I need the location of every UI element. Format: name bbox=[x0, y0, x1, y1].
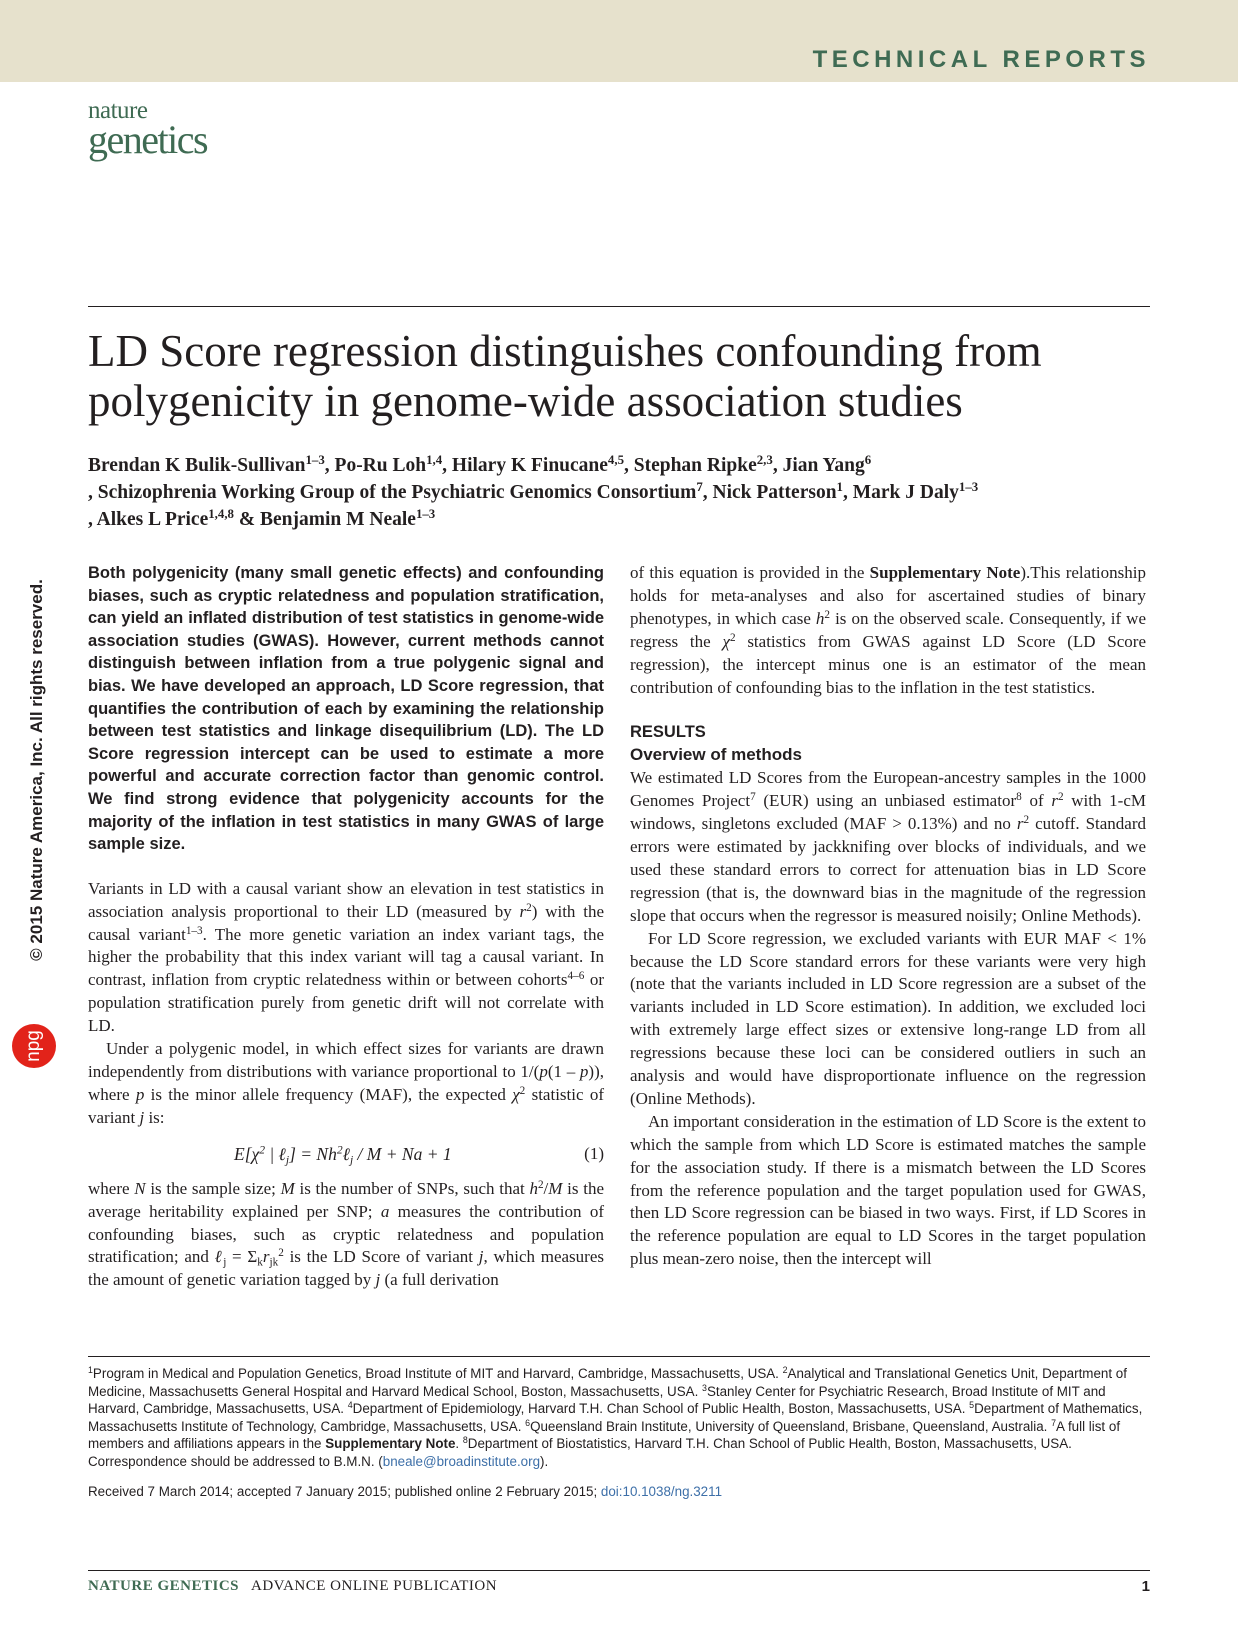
npg-logo bbox=[12, 1024, 56, 1068]
eq-part: 2 bbox=[259, 1144, 265, 1157]
text-run: )), where bbox=[88, 1061, 604, 1104]
math-var: r bbox=[1016, 814, 1024, 834]
text-run: / bbox=[543, 1178, 549, 1198]
affiliation-ref: 1–3 bbox=[415, 506, 436, 521]
body-paragraph bbox=[630, 562, 1146, 699]
math-var: j bbox=[139, 1107, 145, 1127]
eq-part: E[χ bbox=[234, 1143, 260, 1164]
body-paragraph bbox=[630, 767, 1146, 927]
text-run: is the minor allele frequency (MAF), the expected bbox=[144, 1084, 513, 1104]
affiliation-number: 8 bbox=[462, 1435, 468, 1446]
affiliation-text: . bbox=[455, 1436, 463, 1452]
text-run: cutoff. Standard errors were estimated by jackknifing over blocks of individuals, and we used these standard errors to correct for attenuation bias in LD Score regression (that is, the downward bias in the magnitude of the regression slope that occurs when the regressor is measured noisily; Online Methods). bbox=[630, 814, 1146, 925]
text-run: measures the contribution of confounding biases, such as cryptic relatedness and population stratification; and bbox=[88, 1201, 604, 1267]
eq-part: j bbox=[285, 1154, 290, 1167]
right-column bbox=[630, 562, 1146, 1271]
superscript: 2 bbox=[824, 608, 831, 621]
text-run: (a full derivation bbox=[380, 1270, 499, 1290]
affiliation-number: 6 bbox=[525, 1417, 531, 1428]
publication-history bbox=[88, 1483, 1150, 1501]
text-run: is the number of SNPs, such that bbox=[294, 1178, 530, 1198]
affiliation-text: Program in Medical and Population Genetics, Broad Institute of MIT and Harvard, Cambridge, Massachusetts, USA. bbox=[92, 1366, 783, 1381]
math-var: N bbox=[134, 1178, 146, 1198]
title-line-1: LD Score regression distinguishes confounding from bbox=[88, 326, 1042, 376]
affiliation-number: 3 bbox=[702, 1382, 707, 1393]
footer-divider bbox=[88, 1570, 1150, 1571]
text-run: of bbox=[1021, 791, 1052, 811]
text-run: is the average heritability explained per SNP; bbox=[88, 1178, 604, 1221]
math-var: χ bbox=[512, 1084, 520, 1104]
affiliation-ref: 1–3 bbox=[958, 479, 979, 494]
math-var: χ bbox=[722, 631, 730, 651]
affiliation-text: Analytical and Translational Genetics Unit, Department of Medicine, Massachusetts General Hospital and Harvard Medical School, Boston, Massachusetts, USA. bbox=[88, 1366, 1127, 1399]
text-run: statistic of variant bbox=[88, 1084, 604, 1127]
superscript: 2 bbox=[729, 631, 736, 644]
email-link[interactable]: bneale@broadinstitute.org bbox=[382, 1453, 541, 1469]
received-dates: Received 7 March 2014; accepted 7 January 2015; published online 2 February 2015; bbox=[88, 1483, 601, 1499]
copyright-sidebar: © 2015 Nature America, Inc. All rights reserved. bbox=[27, 579, 46, 961]
text-run: is the LD Score of variant bbox=[283, 1247, 479, 1267]
affiliation-text: ). bbox=[540, 1453, 549, 1469]
math-var: r bbox=[1051, 791, 1058, 811]
affiliation-text: Department of Mathematics, Massachusetts Institute of Technology, Cambridge, Massachusetts, USA. bbox=[88, 1401, 1143, 1434]
text-run: is on the observed scale. Consequently, if we regress the bbox=[630, 608, 1147, 651]
subscript: k bbox=[257, 1256, 263, 1269]
affiliation-text: Queensland Brain Institute, University of Queensland, Brisbane, Queensland, Australia. bbox=[530, 1418, 1052, 1434]
eq-part: ] = Nh bbox=[289, 1143, 337, 1164]
affiliation-number: 2 bbox=[782, 1365, 788, 1376]
math-var: p bbox=[579, 1061, 589, 1081]
text-run: (EUR) using an unbiased estimator bbox=[755, 791, 1017, 811]
affiliation-ref: 1 bbox=[836, 479, 843, 494]
affiliation-ref: 7 bbox=[696, 479, 703, 494]
eq-part: | ℓ bbox=[264, 1143, 286, 1164]
superscript: 2 bbox=[278, 1247, 284, 1260]
text-run: of this equation is provided in the bbox=[630, 563, 870, 582]
text-run: ) with the causal variant bbox=[88, 901, 604, 944]
body-paragraph bbox=[88, 1038, 604, 1130]
text-run: We estimated LD Scores from the European-ancestry samples in the 1000 Genomes Project bbox=[630, 768, 1146, 811]
text-run: ).This relationship holds for meta-analyses and also for ascertained studies of binary phenotypes, in which case bbox=[630, 563, 1146, 628]
affiliation-number: 1 bbox=[88, 1365, 93, 1376]
author-list bbox=[88, 452, 1150, 533]
footer-publication-status: ADVANCE ONLINE PUBLICATION bbox=[251, 1578, 498, 1594]
math-var: h bbox=[529, 1178, 538, 1198]
equation-1 bbox=[88, 1130, 604, 1178]
footer-journal-name: NATURE GENETICS bbox=[88, 1578, 240, 1594]
math-var: r bbox=[519, 901, 527, 921]
body-paragraph: An important consideration in the estimation of LD Score is the extent to which the sample from which LD Score is estimated matches the sample for the association study. If there is a mismatch between the LD Scores from the reference population and the target population used for GWAS, then LD Score regression can be biased in two ways. First, if LD Scores in the reference population are equal to LD Scores in the target population plus mean-zero noise, then the intercept will bbox=[630, 1111, 1146, 1269]
title-divider bbox=[88, 306, 1150, 307]
text-run: (1 – bbox=[547, 1061, 580, 1081]
npg-logo-text: npg bbox=[23, 1030, 44, 1062]
affiliation-ref: 2,3 bbox=[756, 452, 773, 467]
citation-ref: 1–3 bbox=[185, 924, 203, 937]
eq-part: ℓ bbox=[342, 1143, 350, 1164]
author-name: & Benjamin M Neale bbox=[233, 509, 416, 530]
text-run: . The more genetic variation an index variant tags, the higher the probability that this index variant will tag a causal variant. In contrast, inflation from cryptic relatedness within or between cohorts bbox=[88, 924, 604, 990]
author-name: , Hilary K Finucane bbox=[442, 455, 608, 476]
affiliation-ref: 6 bbox=[864, 452, 872, 467]
affiliation-number: 7 bbox=[1051, 1417, 1057, 1428]
author-name: , Schizophrenia Working Group of the Psychiatric Genomics Consortium bbox=[88, 482, 697, 503]
abstract: Both polygenicity (many small genetic effects) and confounding biases, such as cryptic relatedness and population stratification, can yield an inflated distribution of test statistics in genome-wide association studies (GWAS). However, current methods cannot distinguish between inflation from a true polygenic signal and bias. We have developed an approach, LD Score regression, that quantifies the contribution of each by examining the relationship between test statistics and linkage disequilibrium (LD). The LD Score regression intercept can be used to estimate a more powerful and accurate correction factor than genomic control. We find strong evidence that polygenicity accounts for the majority of the inflation in test statistics in many GWAS of large sample size. bbox=[88, 564, 604, 854]
author-name: Brendan K Bulik-Sullivan bbox=[88, 455, 306, 476]
author-name: , Alkes L Price bbox=[88, 509, 209, 530]
equation-number: (1) bbox=[584, 1143, 604, 1163]
doi-link[interactable]: doi:10.1038/ng.3211 bbox=[600, 1483, 723, 1499]
author-name: , Nick Patterson bbox=[702, 482, 837, 503]
affiliation-ref: 1,4 bbox=[426, 452, 443, 467]
text-run: Under a polygenic model, in which effect sizes for variants are drawn independently from distributions with variance proportional to 1/( bbox=[88, 1039, 604, 1081]
math-var: p bbox=[135, 1084, 145, 1104]
affiliations bbox=[88, 1365, 1150, 1471]
author-name: , Jian Yang bbox=[772, 455, 865, 476]
subsection-heading: Overview of methods bbox=[630, 745, 802, 765]
header-banner bbox=[0, 0, 1238, 82]
section-heading-results: RESULTS bbox=[630, 723, 706, 742]
logo-nature: nature bbox=[88, 97, 148, 124]
math-var: p bbox=[539, 1061, 548, 1081]
citation-ref: 4–6 bbox=[567, 970, 585, 983]
superscript: 2 bbox=[1023, 813, 1030, 826]
citation-ref: 7 bbox=[750, 791, 756, 803]
text-run: where bbox=[88, 1178, 135, 1198]
superscript: 2 bbox=[537, 1178, 544, 1191]
affiliation-number: 5 bbox=[969, 1400, 975, 1411]
superscript: 2 bbox=[526, 901, 532, 914]
affiliation-text: Stanley Center for Psychiatric Research, Broad Institute of MIT and Harvard, Cambridge, Massachusetts, USA. bbox=[88, 1383, 1106, 1417]
subscript: j bbox=[223, 1256, 227, 1269]
page-footer bbox=[88, 1578, 497, 1595]
math-var: r bbox=[262, 1247, 270, 1267]
text-run: = Σ bbox=[226, 1247, 258, 1267]
math-var: ℓ bbox=[214, 1247, 224, 1267]
journal-logo bbox=[88, 97, 208, 162]
math-var: a bbox=[380, 1201, 390, 1221]
body-paragraph: For LD Score regression, we excluded variants with EUR MAF < 1% because the LD Score standard errors for these variants were very high (note that the variants included in LD Score regression are a subset of the variants included in LD Score estimation). In addition, we excluded loci with extremely large effect sizes or extensive long-range LD from all regressions because these loci can be considered outliers in such an analysis and would have disproportionate influence on the regression (Online Methods). bbox=[630, 928, 1146, 1108]
article-title bbox=[88, 326, 1150, 426]
text-run: with 1-cM windows, singletons excluded (MAF > 0.13%) and no bbox=[630, 791, 1147, 834]
supplementary-note-ref: Supplementary Note bbox=[869, 563, 1021, 582]
affiliation-ref: 1–3 bbox=[305, 452, 325, 467]
page-number: 1 bbox=[1141, 1578, 1150, 1595]
author-name: , Mark J Daly bbox=[842, 482, 959, 503]
math-var: j bbox=[375, 1270, 381, 1290]
eq-part: 2 bbox=[336, 1144, 343, 1157]
affiliation-ref: 4,5 bbox=[607, 452, 624, 467]
author-name: , Stephan Ripke bbox=[624, 455, 757, 476]
eq-part: / M + Na + 1 bbox=[353, 1143, 452, 1164]
affiliation-ref: 1,4,8 bbox=[208, 506, 234, 521]
text-run: , which measures the amount of genetic variation tagged by bbox=[88, 1247, 604, 1290]
body-paragraph bbox=[88, 1178, 604, 1293]
math-var: h bbox=[815, 608, 825, 628]
citation-ref: 8 bbox=[1016, 791, 1022, 803]
affiliation-text: A full list of members and affiliations appears in the bbox=[88, 1418, 1121, 1452]
equation-body bbox=[234, 1130, 452, 1178]
text-run: is the sample size; bbox=[145, 1178, 281, 1198]
affiliations-footnote bbox=[88, 1365, 1150, 1500]
affiliation-text: Department of Biostatistics, Harvard T.H. Chan School of Public Health, Boston, Massachusetts, USA. Correspondence should be addressed to B.M.N. ( bbox=[88, 1436, 1072, 1469]
eq-part: j bbox=[349, 1154, 354, 1167]
supplementary-note-ref: Supplementary Note bbox=[325, 1436, 456, 1452]
text-run: is: bbox=[144, 1107, 165, 1127]
superscript: 2 bbox=[519, 1084, 526, 1097]
footnote-divider bbox=[88, 1356, 1150, 1357]
math-var: M bbox=[548, 1178, 563, 1198]
section-label: TECHNICAL REPORTS bbox=[812, 46, 1150, 73]
affiliation-number: 4 bbox=[347, 1400, 353, 1411]
math-var: M bbox=[280, 1178, 295, 1198]
logo-genetics: genetics bbox=[88, 117, 208, 162]
superscript: 2 bbox=[1057, 791, 1064, 803]
subscript: jk bbox=[269, 1256, 279, 1269]
text-run: or population stratification purely from genetic drift will not correlate with LD. bbox=[88, 970, 604, 1036]
affiliation-text: Department of Epidemiology, Harvard T.H. Chan School of Public Health, Boston, Massachusetts, USA. bbox=[352, 1401, 970, 1417]
title-line-2: polygenicity in genome-wide association studies bbox=[88, 376, 963, 426]
body-paragraph bbox=[88, 878, 604, 1038]
text-run: statistics from GWAS against LD Score (LD Score regression), the intercept minus one is an estimator of the mean contribution of confounding bias to the inflation in the test statistics. bbox=[630, 631, 1146, 697]
left-column bbox=[88, 562, 604, 1292]
text-run: Variants in LD with a causal variant show an elevation in test statistics in association analysis proportional to their LD (measured by bbox=[88, 878, 604, 921]
author-name: , Po-Ru Loh bbox=[324, 455, 427, 476]
math-var: j bbox=[478, 1247, 484, 1267]
